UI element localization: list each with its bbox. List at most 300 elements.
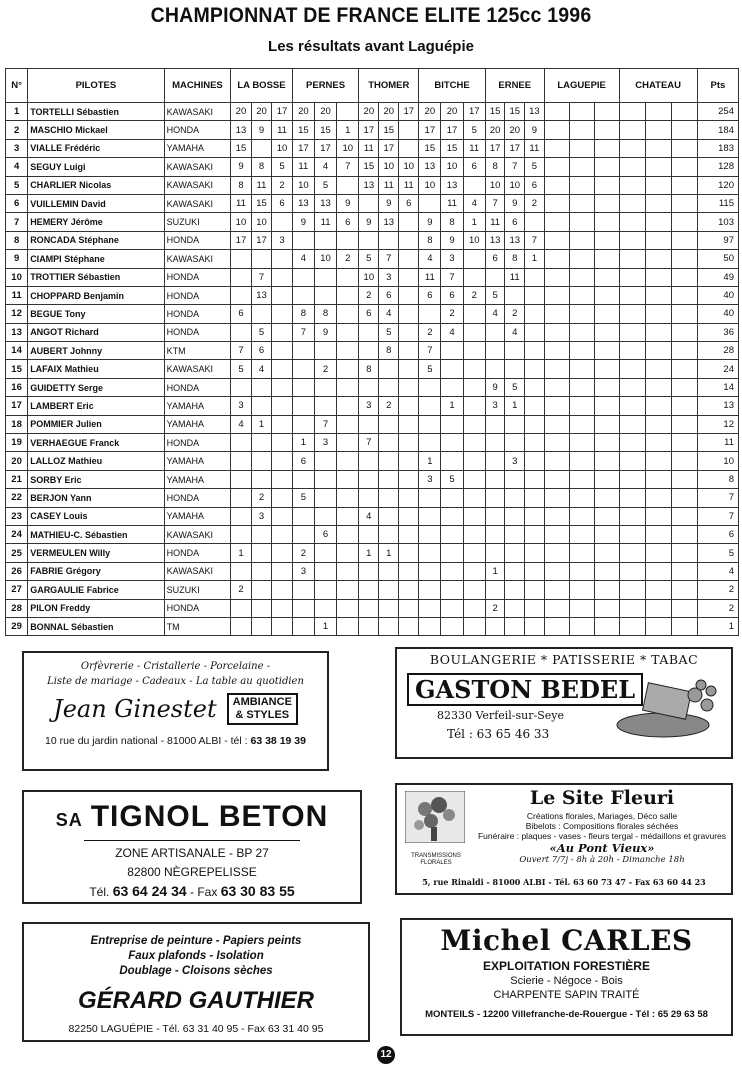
- row-number-cell: 7: [6, 213, 28, 231]
- score-cell: 7: [505, 158, 525, 176]
- score-cell: 2: [359, 286, 379, 304]
- score-cell: [544, 231, 569, 249]
- points-cell: 254: [697, 103, 738, 121]
- score-cell: 5: [231, 360, 252, 378]
- score-cell: 15: [485, 103, 505, 121]
- page-title: CHAMPIONNAT DE FRANCE ELITE 125cc 1996: [150, 4, 592, 27]
- points-cell: 115: [697, 194, 738, 212]
- score-cell: [419, 434, 441, 452]
- row-number-cell: 5: [6, 176, 28, 194]
- score-cell: [544, 176, 569, 194]
- score-cell: 9: [337, 194, 359, 212]
- score-cell: [399, 323, 419, 341]
- score-cell: [292, 470, 314, 488]
- score-cell: [525, 213, 545, 231]
- score-cell: 17: [441, 121, 463, 139]
- machine-cell: YAMAHA: [164, 397, 231, 415]
- header-race-thomer: THOMER: [359, 69, 419, 103]
- score-cell: [619, 378, 645, 396]
- score-cell: [359, 562, 379, 580]
- ginestet-line2: Liste de mariage - Cadeaux - La table au quotidien: [47, 676, 304, 687]
- score-cell: [485, 581, 505, 599]
- score-cell: [337, 599, 359, 617]
- score-cell: 1: [485, 562, 505, 580]
- score-cell: 3: [485, 397, 505, 415]
- score-cell: 1: [292, 434, 314, 452]
- score-cell: [399, 525, 419, 543]
- row-number-cell: 26: [6, 562, 28, 580]
- points-cell: 7: [697, 507, 738, 525]
- score-cell: [485, 470, 505, 488]
- score-cell: 20: [251, 103, 272, 121]
- row-number-cell: 25: [6, 544, 28, 562]
- score-cell: 6: [272, 194, 293, 212]
- ad-tignol-beton: [22, 790, 362, 904]
- score-cell: [379, 617, 399, 635]
- score-cell: [314, 286, 336, 304]
- score-cell: 3: [359, 397, 379, 415]
- pilot-name-cell: TORTELLI Sébastien: [28, 103, 164, 121]
- score-cell: [645, 489, 671, 507]
- row-number-cell: 21: [6, 470, 28, 488]
- score-cell: [292, 231, 314, 249]
- gauthier-line2: Faux plafonds - Isolation: [128, 950, 264, 962]
- score-cell: [569, 581, 594, 599]
- score-cell: [231, 525, 252, 543]
- score-cell: 9: [292, 213, 314, 231]
- score-cell: [671, 489, 697, 507]
- table-row: [6, 103, 739, 121]
- score-cell: [671, 452, 697, 470]
- score-cell: [463, 507, 485, 525]
- score-cell: [485, 617, 505, 635]
- pilot-name-cell: CHOPPARD Benjamin: [28, 286, 164, 304]
- score-cell: 11: [379, 176, 399, 194]
- ginestet-line1: Orfèvrerie - Cristallerie - Porcelaine -: [80, 661, 271, 672]
- score-cell: 7: [292, 323, 314, 341]
- score-cell: [272, 378, 293, 396]
- score-cell: 4: [231, 415, 252, 433]
- score-cell: [272, 342, 293, 360]
- score-cell: [337, 378, 359, 396]
- pilot-name-cell: RONCADA Stéphane: [28, 231, 164, 249]
- score-cell: [619, 562, 645, 580]
- pilot-name-cell: VUILLEMIN David: [28, 194, 164, 212]
- score-cell: [337, 231, 359, 249]
- score-cell: [619, 507, 645, 525]
- score-cell: 5: [272, 158, 293, 176]
- score-cell: 10: [251, 213, 272, 231]
- score-cell: [441, 599, 463, 617]
- score-cell: 9: [441, 231, 463, 249]
- score-cell: [505, 434, 525, 452]
- score-cell: [671, 397, 697, 415]
- score-cell: 5: [525, 158, 545, 176]
- score-cell: [619, 489, 645, 507]
- score-cell: [485, 452, 505, 470]
- score-cell: [399, 213, 419, 231]
- score-cell: 20: [419, 103, 441, 121]
- score-cell: [525, 323, 545, 341]
- score-cell: [594, 544, 619, 562]
- score-cell: 9: [525, 121, 545, 139]
- carles-subtitle: EXPLOITATION FORESTIÈRE: [483, 959, 650, 973]
- score-cell: [544, 525, 569, 543]
- score-cell: [251, 525, 272, 543]
- score-cell: [419, 562, 441, 580]
- score-cell: [505, 470, 525, 488]
- score-cell: [594, 305, 619, 323]
- score-cell: [619, 323, 645, 341]
- score-cell: [251, 581, 272, 599]
- score-cell: [399, 268, 419, 286]
- tignol-tel: 63 64 24 34: [112, 883, 187, 899]
- score-cell: [379, 378, 399, 396]
- score-cell: [485, 323, 505, 341]
- score-cell: [463, 305, 485, 323]
- score-cell: [399, 342, 419, 360]
- score-cell: 10: [231, 213, 252, 231]
- score-cell: [569, 103, 594, 121]
- score-cell: [671, 305, 697, 323]
- table-row: [6, 342, 739, 360]
- score-cell: 2: [231, 581, 252, 599]
- score-cell: [544, 507, 569, 525]
- score-cell: [671, 525, 697, 543]
- points-cell: 14: [697, 378, 738, 396]
- table-header-row: [6, 69, 739, 103]
- tignol-fax-label: - Fax: [190, 885, 218, 899]
- fleuri-name: Le Site Fleuri: [529, 787, 675, 809]
- machine-cell: YAMAHA: [164, 452, 231, 470]
- score-cell: [671, 415, 697, 433]
- score-cell: [399, 250, 419, 268]
- machine-cell: YAMAHA: [164, 139, 231, 157]
- points-cell: 49: [697, 268, 738, 286]
- header-race-ernee: ERNEE: [485, 69, 544, 103]
- score-cell: [441, 452, 463, 470]
- pilot-name-cell: LAFAIX Mathieu: [28, 360, 164, 378]
- row-number-cell: 10: [6, 268, 28, 286]
- pilot-name-cell: MATHIEU-C. Sébastien: [28, 525, 164, 543]
- row-number-cell: 4: [6, 158, 28, 176]
- score-cell: [292, 525, 314, 543]
- score-cell: [292, 378, 314, 396]
- score-cell: [569, 121, 594, 139]
- score-cell: 3: [314, 434, 336, 452]
- pilot-name-cell: VERHAEGUE Franck: [28, 434, 164, 452]
- tignol-fax: 63 30 83 55: [220, 883, 295, 899]
- score-cell: 7: [441, 268, 463, 286]
- score-cell: [525, 434, 545, 452]
- score-cell: [544, 360, 569, 378]
- score-cell: [594, 617, 619, 635]
- fleuri-caption: TRANSMISSIONS FLORALES: [411, 853, 461, 866]
- score-cell: [594, 562, 619, 580]
- score-cell: [594, 452, 619, 470]
- score-cell: 17: [314, 139, 336, 157]
- score-cell: [645, 415, 671, 433]
- header-machine: MACHINES: [164, 69, 231, 103]
- table-row: [6, 452, 739, 470]
- score-cell: [463, 489, 485, 507]
- score-cell: [645, 250, 671, 268]
- score-cell: [251, 452, 272, 470]
- score-cell: [272, 489, 293, 507]
- score-cell: [337, 562, 359, 580]
- score-cell: [594, 176, 619, 194]
- score-cell: [594, 599, 619, 617]
- score-cell: [544, 489, 569, 507]
- score-cell: [505, 525, 525, 543]
- score-cell: [337, 268, 359, 286]
- points-cell: 13: [697, 397, 738, 415]
- score-cell: [399, 470, 419, 488]
- score-cell: [645, 323, 671, 341]
- score-cell: [399, 378, 419, 396]
- score-cell: [525, 378, 545, 396]
- score-cell: [569, 434, 594, 452]
- score-cell: [359, 231, 379, 249]
- score-cell: [544, 323, 569, 341]
- fleuri-desc3: Funéraire : plaques - vases - fleurs tergal - médaillons et gravures: [477, 831, 727, 841]
- score-cell: [419, 489, 441, 507]
- score-cell: [337, 452, 359, 470]
- score-cell: 7: [337, 158, 359, 176]
- page-subtitle: Les résultats avant Laguépie: [268, 38, 474, 55]
- score-cell: [645, 103, 671, 121]
- score-cell: [594, 286, 619, 304]
- score-cell: 13: [485, 231, 505, 249]
- score-cell: [619, 470, 645, 488]
- score-cell: 7: [359, 434, 379, 452]
- score-cell: 13: [292, 194, 314, 212]
- score-cell: 5: [419, 360, 441, 378]
- gauthier-contact: 82250 LAGUÉPIE - Tél. 63 31 40 95 - Fax 63 31 40 95: [68, 1023, 324, 1035]
- score-cell: [645, 342, 671, 360]
- score-cell: [272, 544, 293, 562]
- score-cell: 10: [292, 176, 314, 194]
- score-cell: [569, 452, 594, 470]
- score-cell: 7: [525, 231, 545, 249]
- score-cell: [251, 544, 272, 562]
- row-number-cell: 3: [6, 139, 28, 157]
- score-cell: [463, 397, 485, 415]
- score-cell: [594, 231, 619, 249]
- score-cell: [231, 378, 252, 396]
- pilot-name-cell: CIAMPI Stéphane: [28, 250, 164, 268]
- score-cell: [619, 544, 645, 562]
- score-cell: 15: [359, 158, 379, 176]
- score-cell: [645, 525, 671, 543]
- score-cell: [314, 507, 336, 525]
- score-cell: [525, 470, 545, 488]
- score-cell: [251, 562, 272, 580]
- score-cell: [619, 268, 645, 286]
- score-cell: [292, 360, 314, 378]
- score-cell: [645, 599, 671, 617]
- score-cell: 11: [505, 268, 525, 286]
- score-cell: 6: [337, 213, 359, 231]
- row-number-cell: 14: [6, 342, 28, 360]
- table-row: [6, 489, 739, 507]
- score-cell: [419, 507, 441, 525]
- score-cell: [314, 544, 336, 562]
- score-cell: 6: [359, 305, 379, 323]
- score-cell: [272, 507, 293, 525]
- points-cell: 8: [697, 470, 738, 488]
- score-cell: [359, 194, 379, 212]
- score-cell: 20: [505, 121, 525, 139]
- score-cell: [594, 434, 619, 452]
- score-cell: [569, 617, 594, 635]
- score-cell: 3: [231, 397, 252, 415]
- score-cell: [359, 525, 379, 543]
- header-pilot: PILOTES: [28, 69, 164, 103]
- table-row: [6, 213, 739, 231]
- score-cell: [525, 286, 545, 304]
- score-cell: 6: [231, 305, 252, 323]
- score-cell: 10: [379, 158, 399, 176]
- gauthier-name: GÉRARD GAUTHIER: [77, 987, 314, 1014]
- score-cell: [569, 213, 594, 231]
- bedel-name: GASTON BEDEL: [407, 673, 643, 706]
- points-cell: 2: [697, 599, 738, 617]
- header-race-bitche: BITCHE: [419, 69, 486, 103]
- score-cell: [645, 158, 671, 176]
- score-cell: [505, 415, 525, 433]
- score-cell: [379, 470, 399, 488]
- score-cell: 13: [231, 121, 252, 139]
- score-cell: [671, 617, 697, 635]
- score-cell: [272, 305, 293, 323]
- score-cell: 5: [463, 121, 485, 139]
- score-cell: [645, 268, 671, 286]
- row-number-cell: 20: [6, 452, 28, 470]
- score-cell: 9: [251, 121, 272, 139]
- score-cell: 17: [251, 231, 272, 249]
- score-cell: [231, 268, 252, 286]
- score-cell: [485, 489, 505, 507]
- tignol-name: TIGNOL BETON: [90, 800, 329, 833]
- score-cell: [485, 268, 505, 286]
- score-cell: [379, 231, 399, 249]
- score-cell: 17: [231, 231, 252, 249]
- score-cell: [337, 342, 359, 360]
- tignol-name-line: [24, 800, 360, 834]
- score-cell: [272, 286, 293, 304]
- table-row: [6, 231, 739, 249]
- score-cell: [419, 599, 441, 617]
- score-cell: 5: [505, 378, 525, 396]
- score-cell: [505, 507, 525, 525]
- score-cell: 6: [399, 194, 419, 212]
- score-cell: 6: [525, 176, 545, 194]
- row-number-cell: 24: [6, 525, 28, 543]
- score-cell: [292, 342, 314, 360]
- score-cell: [441, 507, 463, 525]
- table-row: [6, 268, 739, 286]
- machine-cell: HONDA: [164, 378, 231, 396]
- pilot-name-cell: CHARLIER Nicolas: [28, 176, 164, 194]
- score-cell: [645, 434, 671, 452]
- pilot-name-cell: POMMIER Julien: [28, 415, 164, 433]
- score-cell: [544, 158, 569, 176]
- score-cell: 8: [419, 231, 441, 249]
- score-cell: [337, 470, 359, 488]
- pilot-name-cell: BEGUE Tony: [28, 305, 164, 323]
- score-cell: [441, 360, 463, 378]
- score-cell: [337, 507, 359, 525]
- table-row: [6, 305, 739, 323]
- pilot-name-cell: SORBY Eric: [28, 470, 164, 488]
- score-cell: [594, 360, 619, 378]
- score-cell: 1: [231, 544, 252, 562]
- points-cell: 5: [697, 544, 738, 562]
- score-cell: [569, 489, 594, 507]
- ad-jean-ginestet: [22, 651, 329, 771]
- score-cell: 10: [485, 176, 505, 194]
- score-cell: 7: [485, 194, 505, 212]
- score-cell: [337, 305, 359, 323]
- score-cell: [671, 194, 697, 212]
- tignol-line2: 82800 NÈGREPELISSE: [127, 865, 257, 879]
- score-cell: [314, 342, 336, 360]
- points-cell: 120: [697, 176, 738, 194]
- table-row: [6, 194, 739, 212]
- score-cell: [314, 397, 336, 415]
- ginestet-phone: 63 38 19 39: [250, 735, 306, 747]
- score-cell: [379, 562, 399, 580]
- score-cell: 1: [505, 397, 525, 415]
- score-cell: [485, 342, 505, 360]
- score-cell: 8: [251, 158, 272, 176]
- pilot-name-cell: ANGOT Richard: [28, 323, 164, 341]
- machine-cell: YAMAHA: [164, 507, 231, 525]
- score-cell: [379, 360, 399, 378]
- row-number-cell: 19: [6, 434, 28, 452]
- score-cell: [525, 452, 545, 470]
- score-cell: [505, 489, 525, 507]
- score-cell: [505, 599, 525, 617]
- score-cell: 11: [419, 268, 441, 286]
- score-cell: [399, 452, 419, 470]
- score-cell: [419, 397, 441, 415]
- score-cell: [359, 378, 379, 396]
- fleuri-desc1: Créations florales, Mariages, Déco salle: [526, 811, 678, 821]
- score-cell: [619, 286, 645, 304]
- score-cell: [619, 121, 645, 139]
- machine-cell: KAWASAKI: [164, 525, 231, 543]
- table-row: [6, 544, 739, 562]
- score-cell: 4: [292, 250, 314, 268]
- score-cell: [251, 470, 272, 488]
- score-cell: 17: [485, 139, 505, 157]
- score-cell: [379, 525, 399, 543]
- score-cell: 15: [314, 121, 336, 139]
- row-number-cell: 16: [6, 378, 28, 396]
- score-cell: 11: [272, 121, 293, 139]
- score-cell: [379, 599, 399, 617]
- score-cell: [619, 599, 645, 617]
- score-cell: [594, 194, 619, 212]
- score-cell: [231, 434, 252, 452]
- score-cell: 10: [359, 268, 379, 286]
- score-cell: [505, 360, 525, 378]
- score-cell: 11: [485, 213, 505, 231]
- score-cell: [544, 139, 569, 157]
- score-cell: [419, 378, 441, 396]
